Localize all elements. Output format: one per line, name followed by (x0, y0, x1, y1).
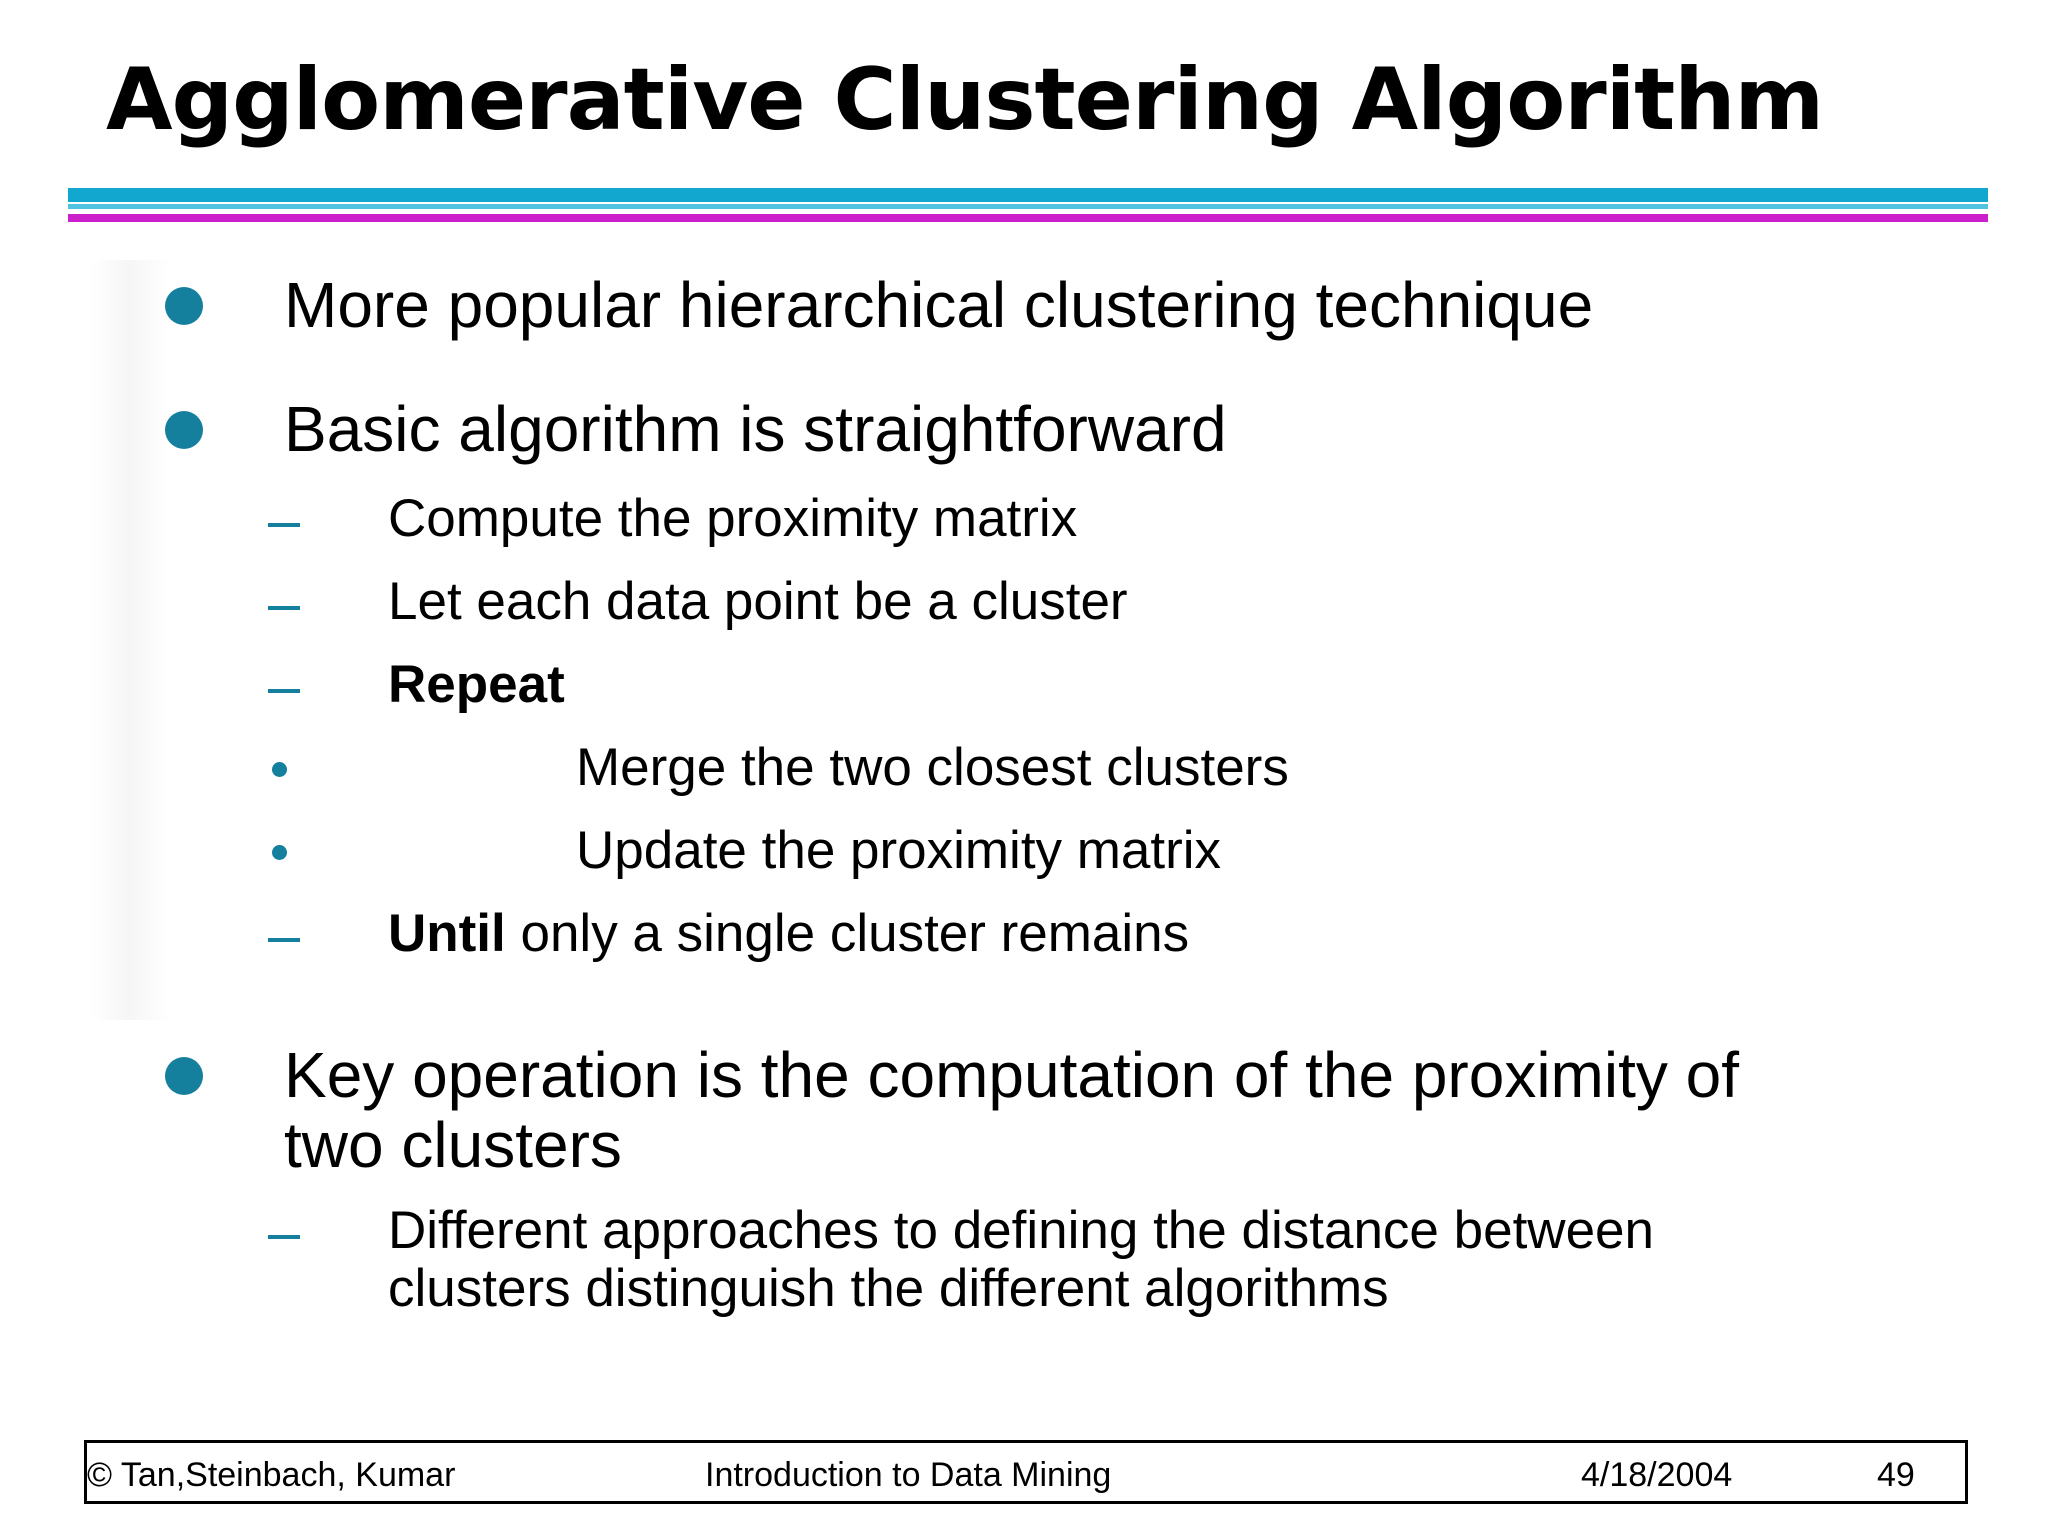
dash-bullet-icon (268, 938, 300, 942)
bullet-1-text: More popular hierarchical clustering technique (284, 269, 1594, 341)
until-rest: only a single cluster remains (505, 904, 1190, 963)
bullet-2-text: Basic algorithm is straightforward (284, 393, 1227, 465)
slide-footer (84, 1440, 1968, 1504)
title-rule-cyan (68, 188, 1988, 202)
footer-copyright: © Tan,Steinbach, Kumar (87, 1456, 456, 1494)
bullet-3-line1: Key operation is the computation of the proximity of (284, 1039, 1739, 1111)
footer-page-number: 49 (1877, 1456, 1915, 1494)
subitem-compute-text: Compute the proximity matrix (388, 489, 1078, 548)
small-bullet-icon (272, 845, 287, 860)
bullet-dot-icon (165, 287, 203, 325)
dash-bullet-icon (268, 689, 300, 693)
subitem-approaches-line1: Different approaches to defining the distance between (388, 1201, 1654, 1260)
subitem-update-text: Update the proximity matrix (576, 821, 1222, 880)
subitem-until-text (388, 905, 1189, 963)
small-bullet-icon (272, 762, 287, 777)
subitem-approaches-line2: clusters distinguish the different algorithms (388, 1259, 1389, 1318)
dash-bullet-icon (268, 1235, 300, 1239)
slide-title: Agglomerative Clustering Algorithm (106, 50, 1824, 150)
footer-date: 4/18/2004 (1581, 1456, 1733, 1494)
bullet-dot-icon (165, 1057, 203, 1095)
bullet-3-line2: two clusters (284, 1109, 622, 1181)
background-shade (90, 260, 170, 1020)
bullet-dot-icon (165, 411, 203, 449)
subitem-merge-text: Merge the two closest clusters (576, 738, 1289, 797)
subitem-repeat-text: Repeat (388, 655, 565, 714)
title-rule-magenta (68, 214, 1988, 222)
footer-course: Introduction to Data Mining (705, 1456, 1112, 1494)
title-rule-cyan-thin (68, 204, 1988, 209)
until-keyword: Until (388, 904, 506, 963)
dash-bullet-icon (268, 606, 300, 610)
dash-bullet-icon (268, 523, 300, 527)
subitem-let-each-text: Let each data point be a cluster (388, 572, 1128, 631)
